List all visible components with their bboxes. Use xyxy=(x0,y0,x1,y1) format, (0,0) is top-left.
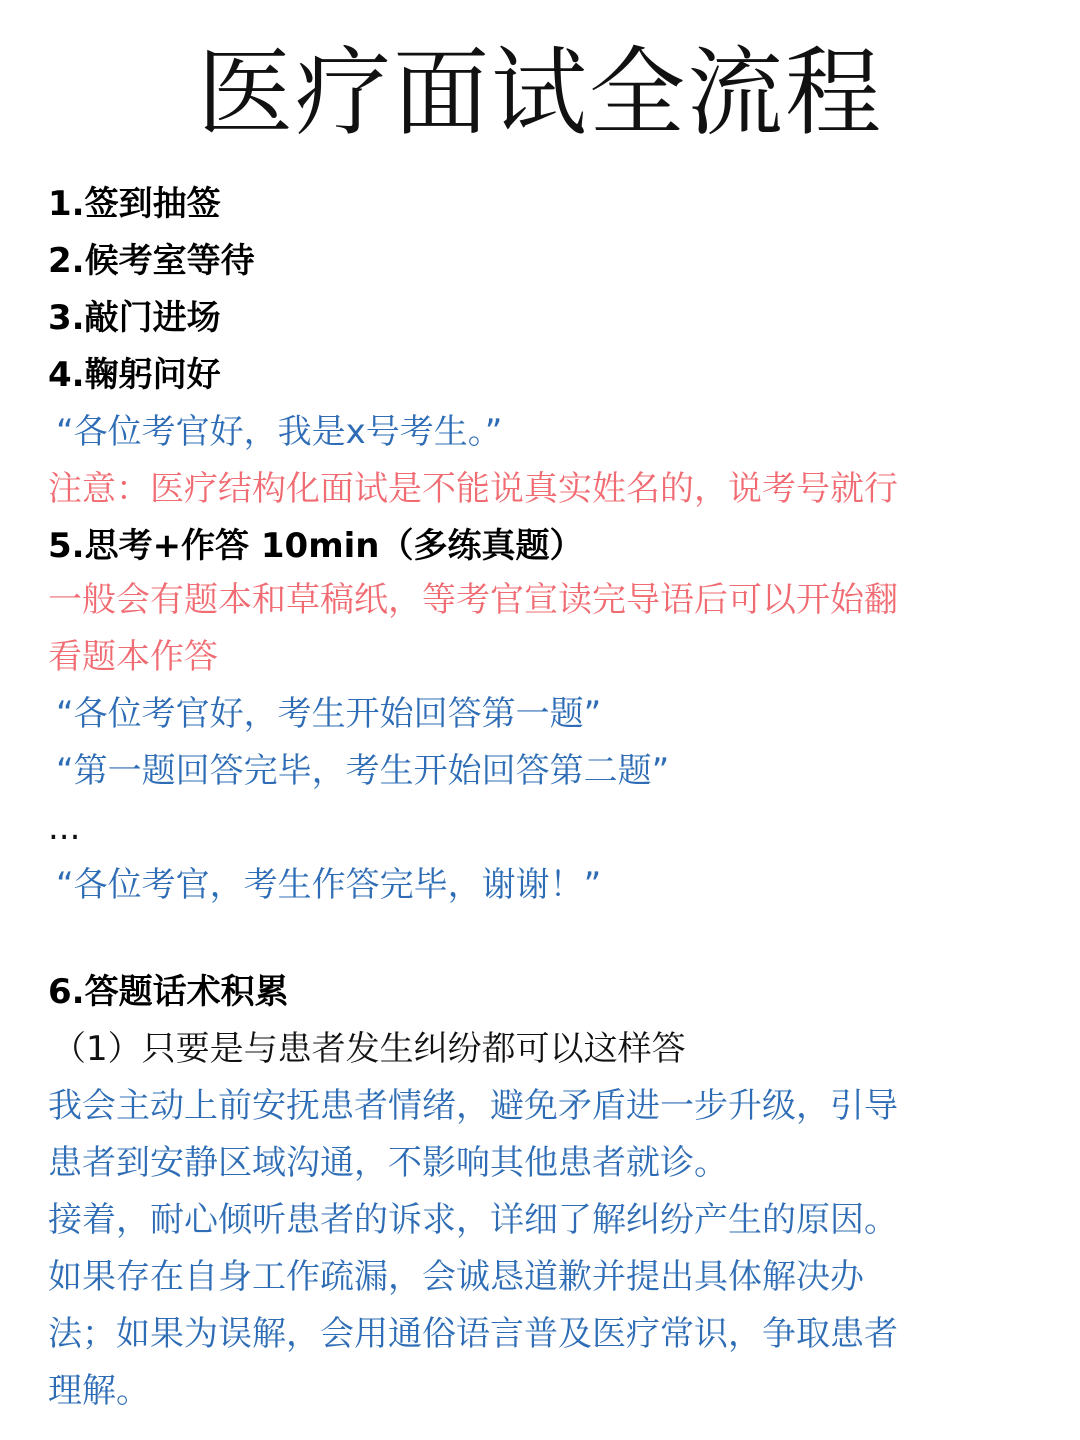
tip-paragraph-line-3: 接着，耐心倾听患者的诉求，详细了解纠纷产生的原因。 xyxy=(48,1200,898,1240)
step-2-heading: 2.候考室等待 xyxy=(48,241,255,281)
tip-paragraph-line-2: 患者到安静区域沟通，不影响其他患者就诊。 xyxy=(48,1143,728,1183)
step-4-heading: 4.鞠躬问好 xyxy=(48,355,221,395)
tip-subtitle: （1）只要是与患者发生纠纷都可以这样答 xyxy=(52,1029,686,1069)
step-6-heading: 6.答题话术积累 xyxy=(48,972,289,1012)
step-1-heading: 1.签到抽签 xyxy=(48,184,221,224)
answer-note-line-2: 看题本作答 xyxy=(48,637,218,677)
step-5-heading: 5.思考+作答 10min（多练真题） xyxy=(48,526,584,566)
step-3-heading: 3.敲门进场 xyxy=(48,298,221,338)
name-note: 注意：医疗结构化面试是不能说真实姓名的，说考号就行 xyxy=(48,469,898,509)
tip-paragraph-line-4: 如果存在自身工作疏漏，会诚恳道歉并提出具体解决办 xyxy=(48,1257,864,1297)
answer-quote-3: “各位考官，考生作答完毕，谢谢！” xyxy=(56,865,602,905)
tip-paragraph-line-6: 理解。 xyxy=(48,1371,150,1411)
ellipsis: ... xyxy=(48,808,81,848)
tip-paragraph-line-1: 我会主动上前安抚患者情绪，避免矛盾进一步升级，引导 xyxy=(48,1086,898,1126)
answer-note-line-1: 一般会有题本和草稿纸，等考官宣读完导语后可以开始翻 xyxy=(48,580,898,620)
tip-paragraph-line-5: 法；如果为误解，会用通俗语言普及医疗常识，争取患者 xyxy=(48,1314,898,1354)
greeting-quote: “各位考官好，我是x号考生。” xyxy=(56,412,503,452)
page-title: 医疗面试全流程 xyxy=(197,37,883,149)
answer-quote-1: “各位考官好，考生开始回答第一题” xyxy=(56,694,602,734)
answer-quote-2: “第一题回答完毕，考生开始回答第二题” xyxy=(56,751,670,791)
